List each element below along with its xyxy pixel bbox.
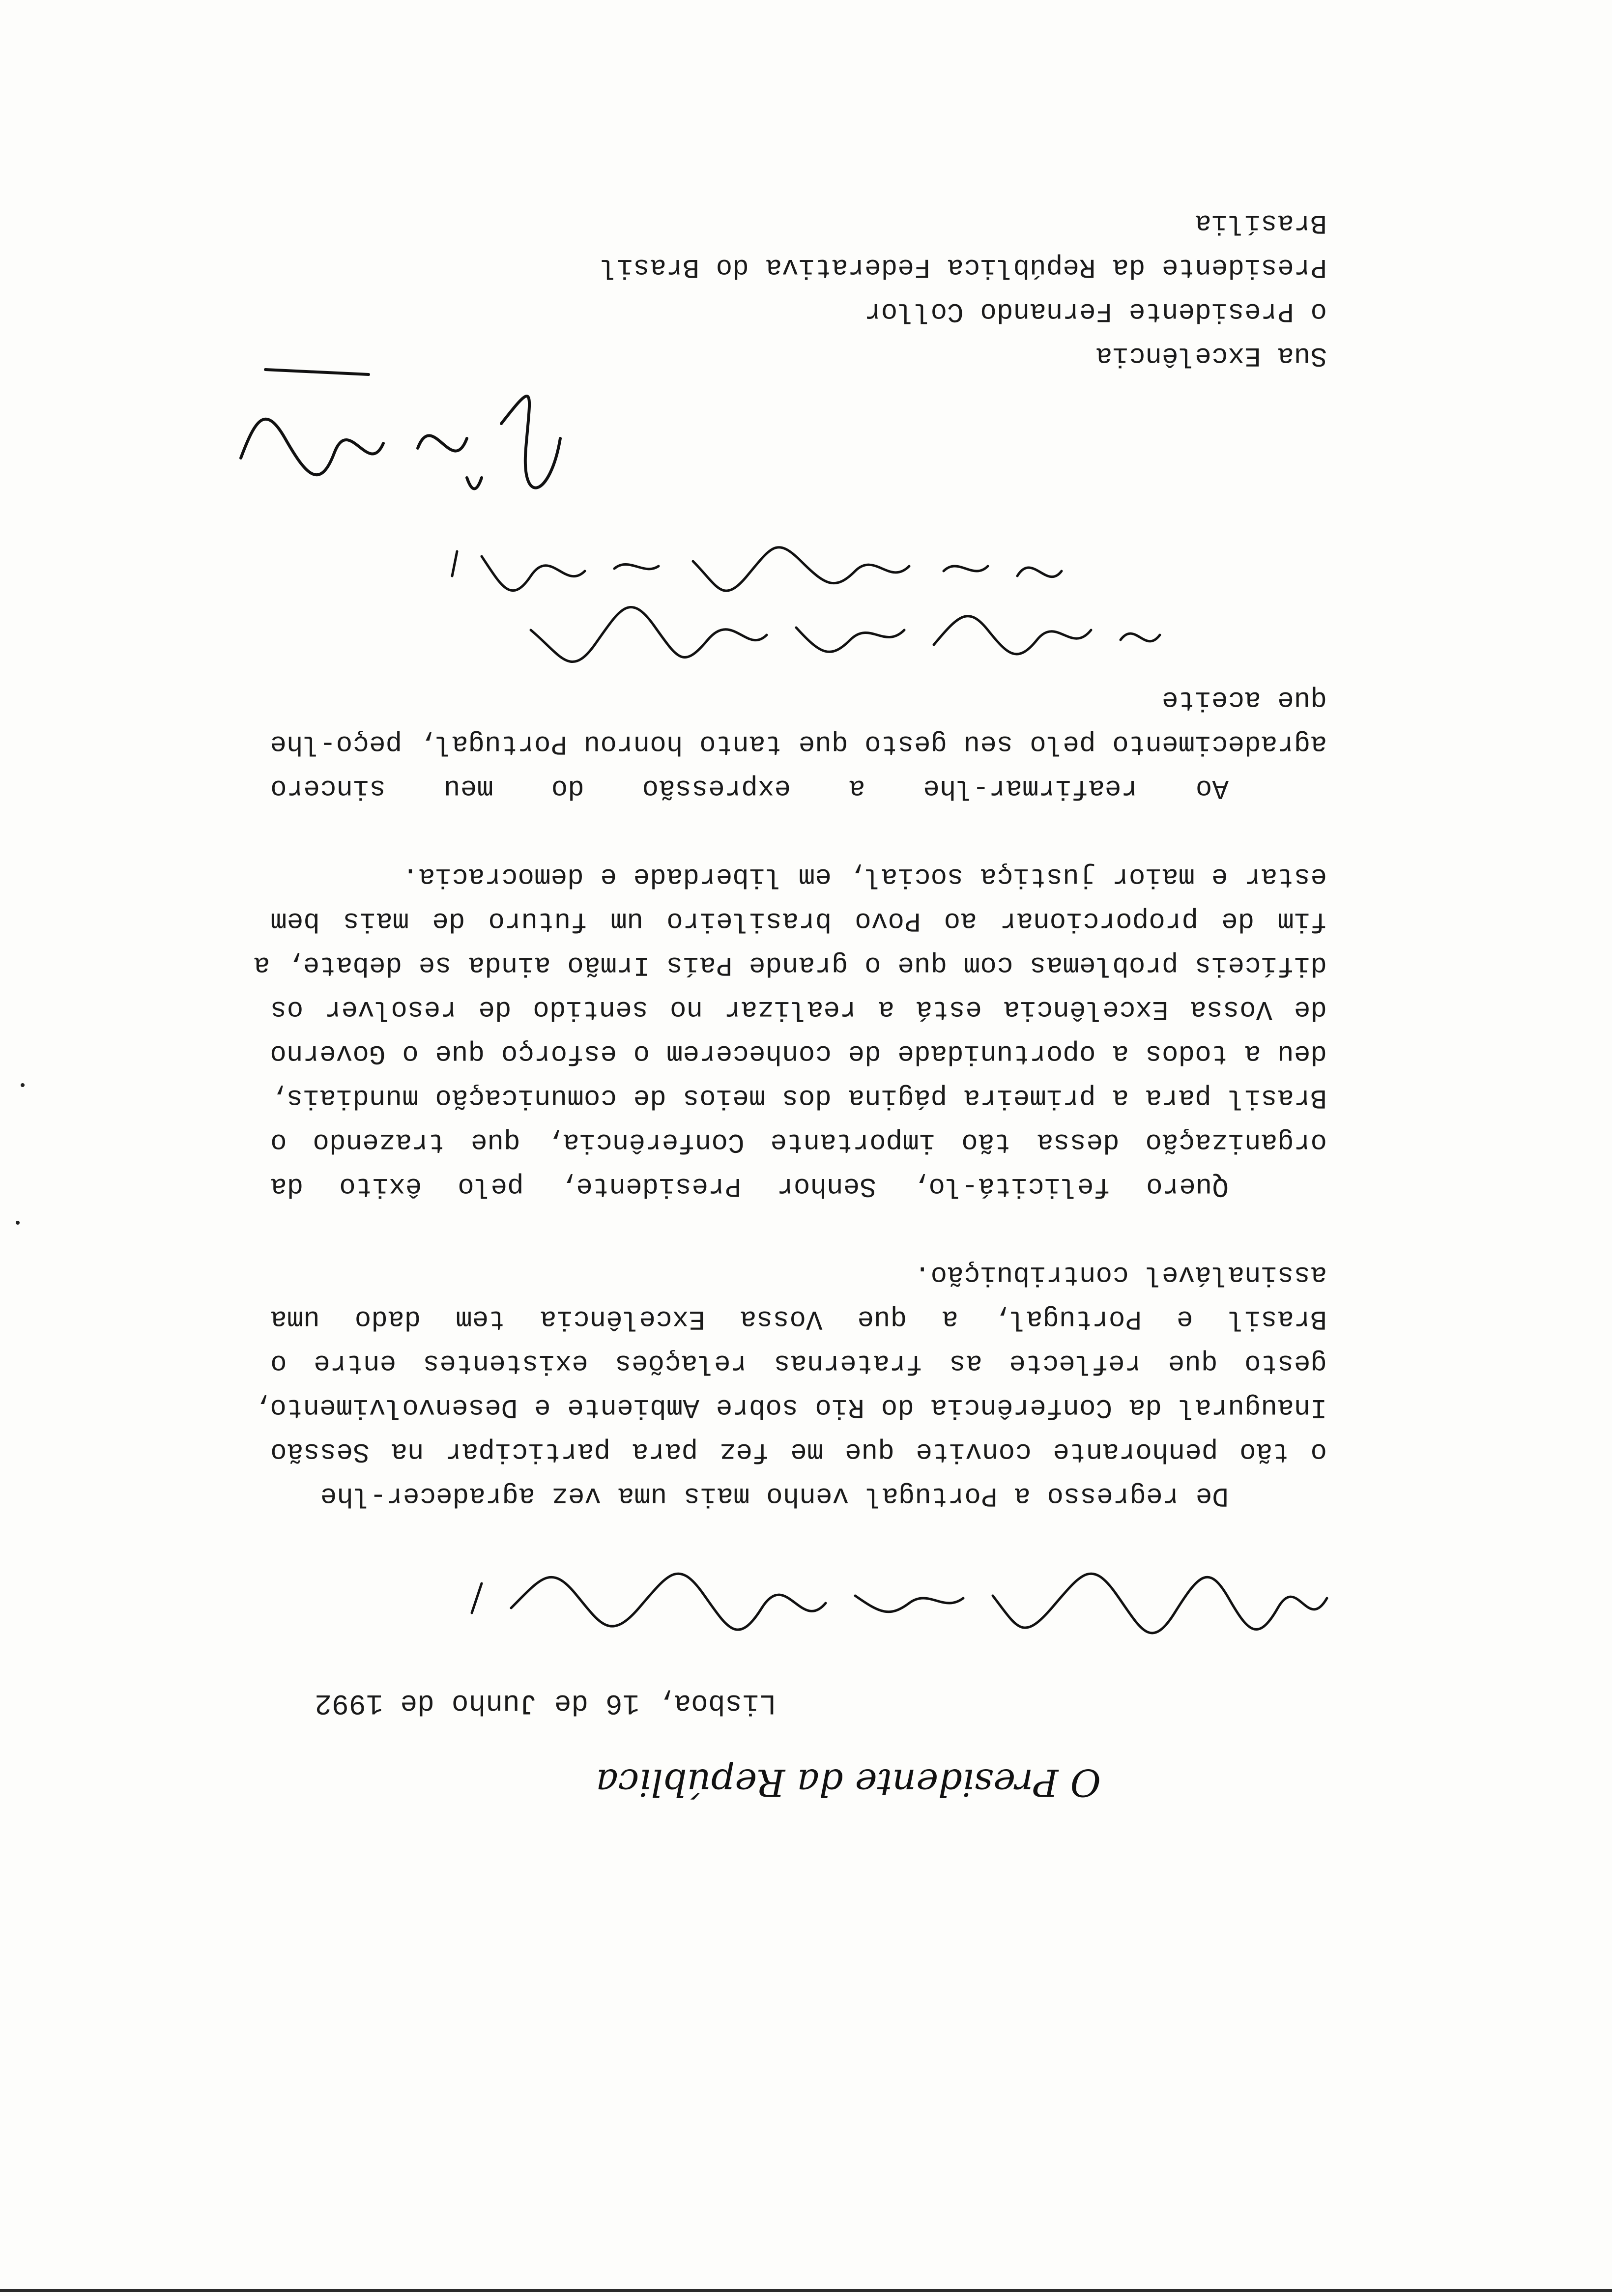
paragraph-2-line-1: Quero felicitá-lo, Senhor Presidente, pelo êxito da	[270, 1171, 1229, 1202]
date-line: Lisboa, 16 de Junho de 1992	[315, 1687, 777, 1719]
paragraph-3-line-1: Ao reafirmar-lhe a expressão do meu sincero	[270, 773, 1229, 804]
paragraph-2-line-7: fim de proporcionar ao Povo brasileiro um futuro de mais bem	[270, 905, 1327, 937]
paragraph-2-line-3: Brasil para a primeira página dos meios de comunicação mundiais,	[270, 1082, 1327, 1114]
paragraph-2-line-2: organização dessa tão importante Conferência, que trazendo o	[270, 1126, 1327, 1158]
paragraph-1-line-1: De regresso a Portugal venho mais uma vez agradecer-lhe	[320, 1480, 1229, 1512]
scan-speck	[21, 1083, 25, 1087]
signature	[226, 360, 580, 537]
paragraph-2-line-4: deu a todos a oportunidade de conhecerem o esforço que o Governo	[270, 1038, 1327, 1069]
addressee-line-3: Presidente da República Federativa do Brasil	[600, 252, 1327, 283]
paragraph-2-line-5: de Vossa Excelência está a realizar no sentido de resolver os	[270, 994, 1327, 1025]
addressee-line-4: Brasília	[1195, 207, 1327, 239]
paragraph-1-line-4: gesto que reflecte as fraternas relações existentes entre o	[270, 1348, 1327, 1379]
addressee-line-2: o Presidente Fernando Collor	[864, 296, 1327, 327]
paragraph-1-line-5: Brasil e Portugal, a que Vossa Excelência tem dado uma	[270, 1303, 1327, 1335]
paragraph-3-line-2: agradecimento pelo seu gesto que tanto honrou Portugal, peço-lhe	[270, 728, 1327, 760]
addressee-line-1: Sua Excelência	[1095, 340, 1327, 372]
scan-edge-line	[0, 2289, 1612, 2292]
scan-speck	[16, 1221, 20, 1225]
handwritten-closing-line-2	[423, 537, 1071, 605]
paragraph-3-line-3: que aceite	[1161, 684, 1327, 716]
paragraph-2-line-6: difíceis problemas com que o grande País Irmão ainda se debate, a	[253, 949, 1327, 981]
letterhead: O Presidente da República	[596, 1761, 1101, 1805]
paragraph-2-line-8: estar e maior justiça social, em liberdade e democracia.	[402, 861, 1327, 892]
paragraph-1-line-3: Inaugural da Conferência do Rio sobre Ambiente e Desenvolvimento,	[253, 1392, 1327, 1423]
handwritten-closing-line-1	[482, 601, 1170, 674]
paragraph-1-line-2: o tão penhorante convite que me fez para participar na Sessão	[270, 1436, 1327, 1467]
paragraph-1-line-6: assinalável contribuição.	[914, 1259, 1327, 1291]
handwritten-salutation	[432, 1564, 1337, 1642]
